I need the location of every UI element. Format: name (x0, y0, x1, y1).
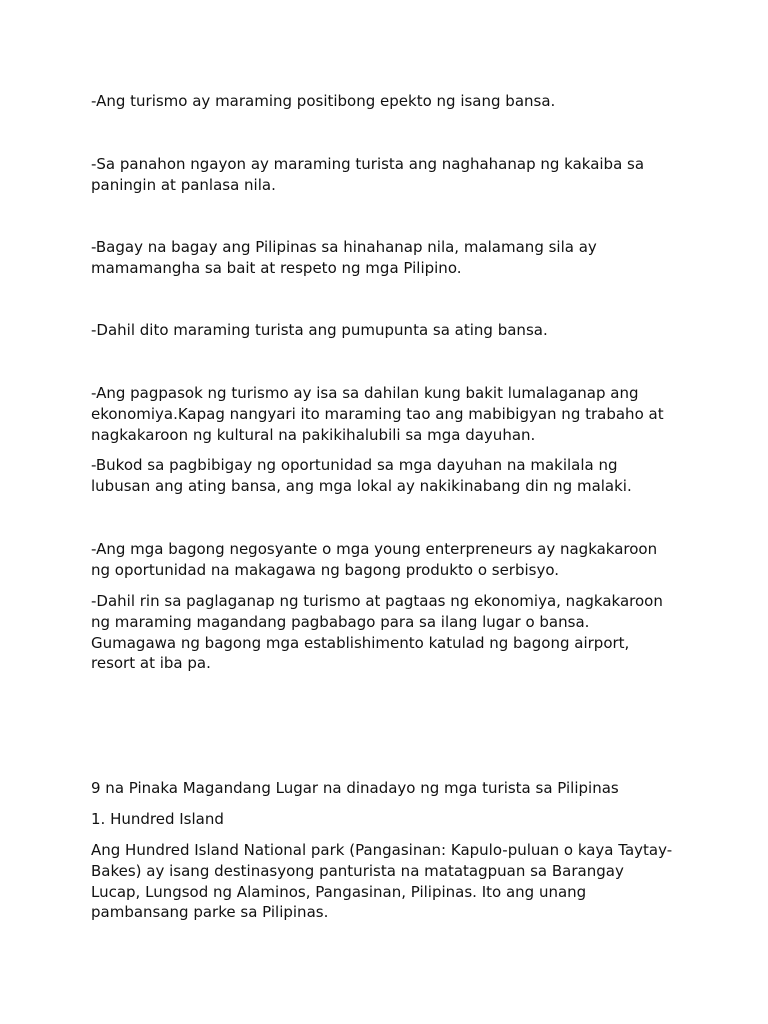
paragraph-hundred-island: Ang Hundred Island National park (Pangasinan: Kapulo-puluan o kaya Taytay- Bakes) ay isang destinasyong panturista na matatagpuan sa Barangay Lucap, Lungsod ng Alaminos, Pangasinan, Pilipinas. Ito ang unang pambansang parke sa Pilipinas. (91, 841, 673, 922)
paragraph-dahil-dito: -Dahil dito maraming turista ang pumupunta sa ating bansa. (91, 321, 548, 339)
paragraph-paglaganap: -Dahil rin sa paglaganap ng turismo at pagtaas ng ekonomiya, nagkakaroon ng maraming magandang pagbabago para sa ilang lugar o bansa. Gumagawa ng bagong mga establishimento katulad ng bagong airport, resort at iba pa. (91, 592, 663, 673)
paragraph-turismo-epekto: -Ang turismo ay maraming positibong epekto ng isang bansa. (91, 92, 556, 110)
paragraph-panahon-ngayon: -Sa panahon ngayon ay maraming turista ang naghahanap ng kakaiba sa paningin at panlasa nila. (91, 155, 645, 194)
paragraph-negosyante: -Ang mga bagong negosyante o mga young enterpreneurs ay nagkakaroon ng oportunidad na makagawa ng bagong produkto o serbisyo. (91, 540, 658, 579)
section-heading-lugar: 9 na Pinaka Magandang Lugar na dinadayo ng mga turista sa Pilipinas (91, 779, 619, 797)
list-item-hundred-island: 1. Hundred Island (91, 810, 224, 828)
paragraph-pagpasok-turismo: -Ang pagpasok ng turismo ay isa sa dahilan kung bakit lumalaganap ang ekonomiya.Kapag nangyari ito maraming tao ang mabibigyan ng trabaho at nagkakaroon ng kultural na pakikihalubili sa mga dayuhan. (91, 384, 664, 444)
paragraph-bukod: -Bukod sa pagbibigay ng oportunidad sa mga dayuhan na makilala ng lubusan ang ating bansa, ang mga lokal ay nakikinabang din ng malaki. (91, 456, 632, 495)
paragraph-bagay-pilipinas: -Bagay na bagay ang Pilipinas sa hinahanap nila, malamang sila ay mamamangha sa bait at respeto ng mga Pilipino. (91, 238, 597, 277)
